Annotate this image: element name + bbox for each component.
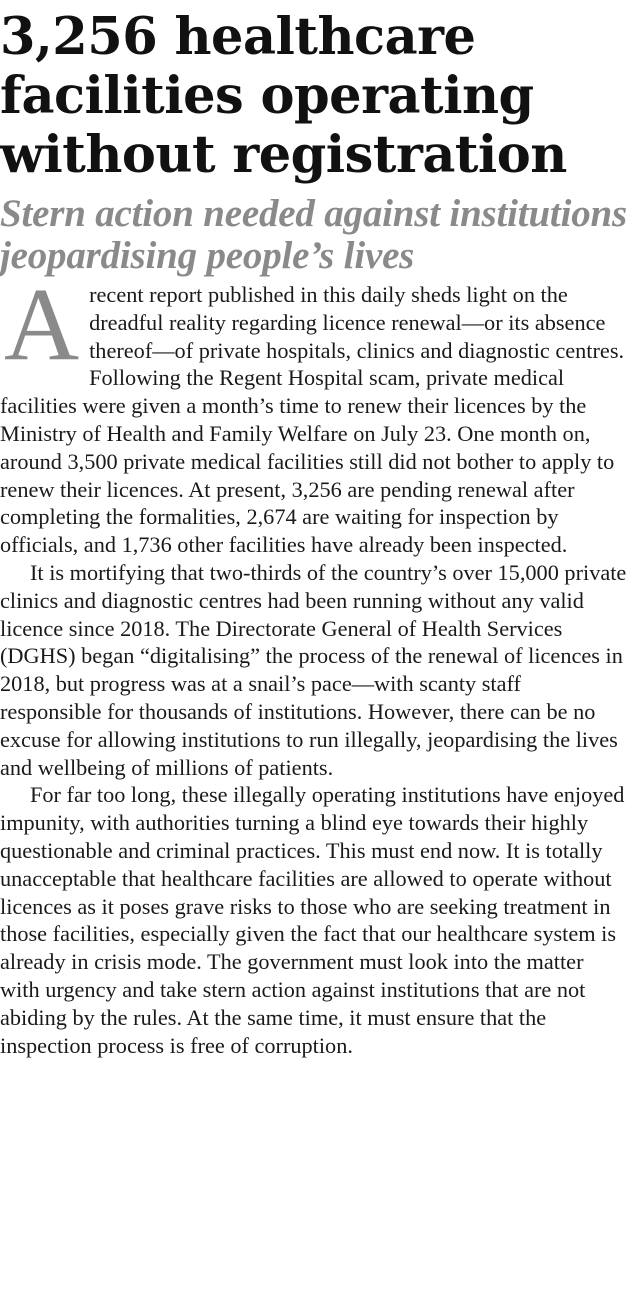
drop-cap: A <box>4 267 80 382</box>
paragraph-2: It is mortifying that two-thirds of the country’s over 15,000 private clinics and diagnostic centres had been running without any valid licence since 2018. The Directorate General of Health Services (DGHS) began “digitalising” the process of the renewal of licences in 2018, but progress was at a snail’s pace—with scanty staff responsible for thousands of institutions. However, there can be no excuse for allowing institutions to run illegally, jeopardising the lives and wellbeing of millions of patients. <box>0 559 627 780</box>
article-body <box>0 267 627 1059</box>
paragraph-1 <box>0 267 627 559</box>
paragraph-3: For far too long, these illegally operating institutions have enjoyed impunity, with authorities turning a blind eye towards their highly questionable and criminal practices. This must end now. It is totally unacceptable that healthcare facilities are allowed to operate without licences as it poses grave risks to those who are seeking treatment in those facilities, especially given the fact that our healthcare system is already in crisis mode. The government must look into the matter with urgency and take stern action against institutions that are not abiding by the rules. At the same time, it must ensure that the inspection process is free of corruption. <box>0 782 625 1058</box>
article-headline: 3,256 healthcare facilities operating without registration <box>0 7 567 185</box>
paragraph-1-text: recent report published in this daily sheds light on the dreadful reality regarding licence renewal—or its absence thereof—of private hospitals, clinics and diagnostic centres. Following the Regent Hospital scam, private medical facilities were given a month’s time to renew their licences by the Ministry of Health and Family Welfare on July 23. One month on, around 3,500 private medical facilities still did not bother to apply to renew their licences. At present, 3,256 are pending renewal after completing the formalities, 2,674 are waiting for inspection by officials, and 1,736 other facilities have already been inspected. <box>0 282 625 558</box>
article-subheadline: Stern action needed against institutions jeopardising people’s lives <box>0 192 627 277</box>
editorial-article <box>0 8 627 1059</box>
